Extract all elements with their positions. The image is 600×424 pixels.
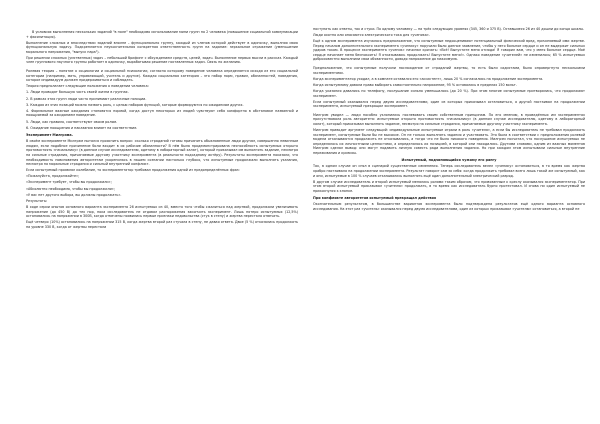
paragraph: В другом случае исследователь и второй испытуемый менялись ролями таким образом, что привязанным к креслу оказывался экспериментатор. При этом второй испытуемый приказывал «учителю» продолжать, в то время как исследователь бурно протестовал. И снова ни один испытуемый не прикоснулся к кнопке. bbox=[313, 179, 585, 193]
paragraph: Ещё к одним эксперимента изучалось предположение, что испытуемые недооценивают потенциальный физический вред, причиняемый ими жертве. Перед началом дополнительного эксперимента «ученику» поручили было данное заявление, чтобы у него больное сердце и он не выдержит сильных ударов током. В процессе эксперимента «ученик» начинал кричать: «Всё! Выпустите меня отсюда! Я говорил вам, что у меня больное сердце. Моё сердце начинает меня беспокоить! Я отказываюсь продолжать! Выпустите меня!». Однако поведение «учителей» не изменилось; 65 % испытуемых добросовестно выполнили свои обязанности, доводя напряжение до максимума. bbox=[313, 39, 585, 62]
list-item: 3. Каждая из этих позиций можно назвать роль, с целью наборов функций, которые формируются по ожиданиям других. bbox=[26, 102, 244, 107]
list-item: 1. Люди проводят большую часть своей жизни в группах. bbox=[26, 90, 129, 95]
paragraph: Люди охотно или опасаются электрического тока для «ученика». bbox=[313, 33, 430, 38]
paragraph: Окончательным результатом, в большинстве вариантов эксперимента было подтверждена результатов ещё одного варианта основного исследования. На этот раз «учитель» оказывался перед двумя исследователями, один из которых приказывал «учителю» остановиться, а второй не bbox=[313, 202, 585, 211]
quote-item: «Абсолютно необходимо, чтобы вы продолжили»; bbox=[26, 186, 115, 191]
subheading: Результаты bbox=[26, 198, 47, 203]
paragraph: Милгрэм увидел — люди пособно уклонились послевовать своим собственным принципам. По его мнению, в проведённых им экспериментах присутствовала роль авторитета: испытуемые открыто противостоять «начальнику» (в данном случае исследователю, одетому в лабораторный халат), который приказывал выполнять задание, несмотря на сильные страдания, причиняемые другому участнику эксперимента. bbox=[313, 112, 585, 126]
paragraph: Когда экспериментатор уходил, а в комнате оставался его «ассистент», лишь 20 % согласились на продолжение эксперимента. bbox=[313, 76, 544, 81]
right-text-column bbox=[313, 27, 585, 415]
paragraph: Теория предполагает следующие положения о поведении человека: bbox=[26, 84, 149, 89]
paragraph: Выполнение сложных и впоследствии заданий вполне – функционально группу, каждый из членов которой действует в одиночку, выполняя свою функциональную задачу. Подкрепляется неукоснительная конкретная ответственность групп на задание: зеркальное отражение (уменьшение морального напряжения, "выпуск пара"). bbox=[26, 40, 298, 54]
list-item: 6. Ожидание поощрения и наказания влияет на соответствие. bbox=[26, 125, 138, 130]
section-heading: При конфликте авторитетов испытуемый прекращал действия bbox=[313, 196, 436, 201]
paragraph: Когда испытуемому давали право выбирать самостоятельно напряжение, 95 % оставались в пределах 150 вольт. bbox=[313, 82, 517, 87]
paragraph: В ходе серии опытов основного варианта эксперимента 26 испытуемых из 40, вместо того чтобы сжалиться над жертвой, продолжали увеличивать напряжение (до 450 В) до тех пор, пока исследователь не отдавал распоряжения закончить эксперимент. Лишь пятеро испытуемых (12,5%) остановились на напряжении в 300В, когда отмечены появились первые признаки недовольства (стук в стену) и жертва перестала отвечать. bbox=[26, 205, 298, 219]
quote-item: «Пожалуйста, продолжайте»; bbox=[26, 174, 80, 179]
quote-item: «Эксперимент требует, чтобы вы продолжили»; bbox=[26, 180, 112, 185]
list-item: 5. Люди, как правило, соответствуют своим ролям. bbox=[26, 119, 118, 124]
left-text-column bbox=[26, 30, 298, 414]
paragraph: Когда указания давались по телефону, послушание сильно уменьшалось (до 20 %). При этом многие испытуемые притворялись, что продолжают эксперимент. bbox=[313, 88, 585, 98]
paragraph: Предположение, что испытуемые получили наслаждение от страданий жертвы, то есть были садистами, было опровергнуто несколькими экспериментами. bbox=[313, 66, 585, 75]
paragraph: В своём эксперименте Милгрэм пытался прояснить вопрос: сколько страданий готовы причинить обыкновенные люди другим, совершенно невинным людям, если подобное причинение боли входит в их рабочие обязанности? В нём была продемонстрирована неспособность испытуемых открыто противостоять «начальнику» (в данном случае исследователю, одетому в лабораторный халат), который приказывал им выполнять задание, несмотря на сильные страдания, причиняемые другому участнику эксперимента (в реальности подсадному актёру). Результаты эксперимента показали, что необходимость повиновения авторитетам укоренилась в нашем сознании настолько глубоко, что испытуемые продолжали выполнять указания, несмотря на моральные страдания и сильный внутренний конфликт. bbox=[26, 139, 298, 167]
paragraph: Если испытуемый проявлял колебание, то экспериментатор требовал продолжения одной из предопределённых фраз: bbox=[26, 168, 240, 173]
paragraph: При решении сложных (умственных) задач – небольшой брифинг с обсуждением средств, целей, задач. Выполнение первых мысли в рассказ. Каждый член группового научного группы работает в одиночку, вырабатывая решение поставленных задач. Связь по желанию. bbox=[26, 55, 298, 65]
section-heading: Испытуемый, подчиняющийся чужому его рангу bbox=[401, 158, 497, 163]
paragraph: Милгрэм приводит аргумент следующий: индивидуальные испытуемые играли в роль «учителя», а если бы исследователь не требовал продолжать эксперимент, испытуемые были бы не высокие. Он не только выполнять задания и участвовать. Это была в соответствии с предположения ролевой модели отказываются продолжить не отказывались, а тогда что не было никакого поведения. Милгрэм посчитал, что послушание испытуемых не определялось их личностными ценностями, а определялось их позицией, в которой они находились. Другими словами, одним из важных моментов Милгрэм сделал вывод: они могут подавить личную совесть ради выполнения задания. Но при каждом этом испытывали сильные внутренние переживания и кризисы. bbox=[313, 128, 585, 155]
list-item: 2. В рамках этих групп люди часто принимают различные позиции. bbox=[26, 96, 147, 101]
paragraph: Ролевая теория – понятие о социологии и социальной психологии, согласно которому поведение человека определяется исходя из его социальной категории (например, мать, управляющий, учитель и другие). Каждая социальная категория – это набор норм, правил, обязанностей, поведения, которое индивидуум должен придерживаться и соблюдать. bbox=[26, 69, 298, 83]
paragraph: Ещё четверо (10%) остановились на напряжении 315 В, когда жертва второй раз стучала в стену, не давая ответа. Двое (5 %) отказались продолжать на уровне 330 В, когда от жертвы перестали bbox=[26, 220, 298, 229]
paragraph: поступать как ответы, так и стуки. По одному человеку — на трёх следующих уровнях (345, 360 и 375 В). Оставшиеся 26 из 40 дошли до конца шкалы. bbox=[313, 27, 585, 31]
list-item: 4. Формальное важные ожидания становятся нормой, когда доступ некоторых из людей чувствуют себя комфортно в обстановке названной и поощряемой за ожиданием поведение. bbox=[26, 108, 298, 118]
section-heading: Эксперимент Милгрэма. bbox=[26, 133, 73, 138]
quote-item: «У вас нет другого выбора, вы должны продолжать». bbox=[26, 192, 122, 197]
paragraph: Так, в одном случае он снял в сценарий существенные изменения. Теперь исследователь велел «ученику» остановиться, в то время как жертва храбро настаивала на продолжении эксперимента. Результат говорит сам за себя: когда продолжить требовал всего лишь такой же испытуемый, как и они, испытуемые в 100 % случаев отказывались выполнять ещё один дополнительный электрический разряд. bbox=[313, 164, 585, 178]
paragraph: Если испытуемый оказывался перед двумя исследователями, один из которых приказывал остановиться, а другой настаивал на продолжении эксперимента, испытуемый прекращал эксперимент. bbox=[313, 99, 585, 109]
paragraph: В условиях выполнения нескольких заданий "в поле" необходимо использование мини групп по 2 человека (повышение социальной коммуникации + фасилитация). bbox=[26, 30, 298, 39]
